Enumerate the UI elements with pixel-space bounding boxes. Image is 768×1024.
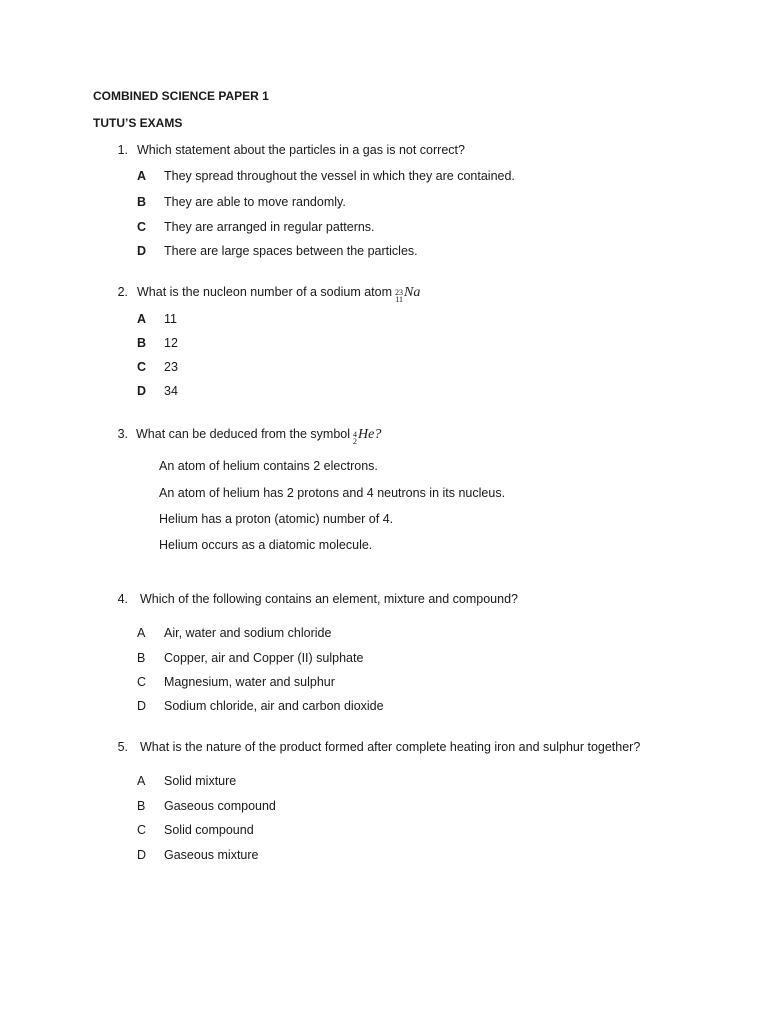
- option-letter: D: [137, 384, 147, 398]
- option-letter: D: [137, 244, 147, 258]
- statement-text: An atom of helium has 2 protons and 4 neutrons in its nucleus.: [159, 486, 506, 500]
- question-text: [136, 426, 381, 446]
- option-letter: B: [137, 799, 146, 813]
- sodium-nuclide-symbol: [392, 285, 420, 304]
- question-mark: ?: [374, 427, 382, 442]
- option-text: Solid compound: [164, 823, 254, 837]
- question-stem: What is the nucleon number of a sodium atom: [137, 285, 392, 299]
- option-text: Sodium chloride, air and carbon dioxide: [164, 699, 384, 713]
- option-letter: A: [137, 169, 147, 183]
- option-letter: C: [137, 823, 147, 837]
- option-text: Gaseous compound: [164, 799, 276, 813]
- statement-text: Helium has a proton (atomic) number of 4.: [159, 512, 394, 526]
- option-text: 23: [164, 360, 178, 374]
- option-letter: A: [137, 626, 146, 640]
- option-text: Air, water and sodium chloride: [164, 626, 332, 640]
- option-letter: A: [137, 774, 146, 788]
- question-number: 1.: [117, 143, 128, 157]
- mass-number: 4: [353, 430, 358, 439]
- option-letter: C: [137, 220, 147, 234]
- option-letter: C: [137, 360, 147, 374]
- exam-subtitle: TUTU’S EXAMS: [93, 116, 183, 130]
- option-text: Magnesium, water and sulphur: [164, 675, 335, 689]
- option-text: They spread throughout the vessel in which they are contained.: [164, 169, 515, 183]
- option-text: They are able to move randomly.: [164, 195, 346, 209]
- option-letter: B: [137, 195, 147, 209]
- atomic-number: 11: [395, 295, 403, 304]
- question-text: Which of the following contains an element, mixture and compound?: [140, 592, 518, 606]
- option-text: They are arranged in regular patterns.: [164, 220, 375, 234]
- element-symbol: He: [358, 427, 375, 442]
- question-number: 3.: [117, 427, 128, 441]
- helium-nuclide-symbol: [350, 427, 381, 446]
- question-stem: What can be deduced from the symbol: [136, 427, 351, 441]
- option-text: 11: [164, 312, 177, 326]
- question-text: Which statement about the particles in a gas is not correct?: [137, 143, 465, 157]
- option-text: Copper, air and Copper (II) sulphate: [164, 651, 364, 665]
- option-letter: B: [137, 336, 147, 350]
- option-text: 12: [164, 336, 178, 350]
- question-text: What is the nature of the product formed after complete heating iron and sulphur together?: [140, 740, 641, 754]
- option-letter: D: [137, 699, 147, 713]
- option-text: 34: [164, 384, 178, 398]
- option-letter: B: [137, 651, 146, 665]
- option-text: Gaseous mixture: [164, 848, 259, 862]
- statement-text: An atom of helium contains 2 electrons.: [159, 459, 378, 473]
- element-symbol: Na: [404, 285, 421, 300]
- question-text: [137, 284, 420, 304]
- option-text: There are large spaces between the particles.: [164, 244, 418, 258]
- question-number: 2.: [117, 285, 128, 299]
- paper-title: COMBINED SCIENCE PAPER 1: [93, 89, 269, 103]
- mass-number: 23: [395, 288, 403, 297]
- option-text: Solid mixture: [164, 774, 237, 788]
- statement-text: Helium occurs as a diatomic molecule.: [159, 538, 373, 552]
- option-letter: A: [137, 312, 147, 326]
- atomic-number: 2: [353, 437, 358, 446]
- option-letter: C: [137, 675, 147, 689]
- option-letter: D: [137, 848, 147, 862]
- question-number: 4.: [117, 592, 128, 606]
- question-number: 5.: [117, 740, 128, 754]
